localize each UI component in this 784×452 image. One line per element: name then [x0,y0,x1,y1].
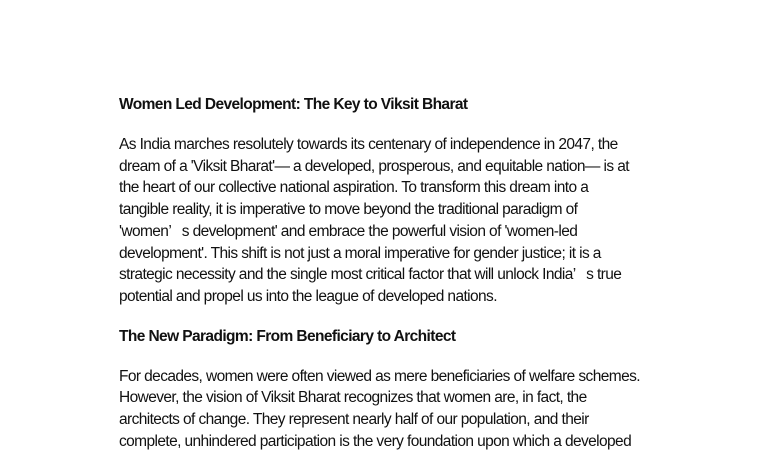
paragraph-line: As India marches resolutely towards its centenary of independence in 2047, the [119,136,618,153]
paragraph-line: 'women’ s development' and embrace the powerful vision of 'women-led [119,222,578,240]
paragraph-line: potential and propel us into the league of developed nations. [119,287,497,305]
paragraph-line: tangible reality, it is imperative to move beyond the traditional paradigm of [119,201,578,219]
document-heading-2: The New Paradigm: From Beneficiary to Architect [119,327,456,345]
intro-paragraph [119,134,675,308]
document-body [119,94,675,452]
paragraph-line: complete, unhindered participation is the very foundation upon which a developed [119,432,632,450]
paragraph-line: development'. This shift is not just a moral imperative for gender justice; it is a [119,244,601,262]
paradigm-paragraph [119,366,675,452]
paragraph-line: architects of change. They represent nearly half of our population, and their [119,411,589,429]
paragraph-line: strategic necessity and the single most critical factor that will unlock India’ s true [119,266,622,284]
paragraph-line: the heart of our collective national aspiration. To transform this dream into a [119,179,589,197]
paragraph-line: However, the vision of Viksit Bharat recognizes that women are, in fact, the [119,389,587,407]
document-heading-1: Women Led Development: The Key to Viksit Bharat [119,96,468,113]
paragraph-line: dream of a 'Viksit Bharat'— a developed, prosperous, and equitable nation— is at [119,157,629,175]
paragraph-line: For decades, women were often viewed as mere beneficiaries of welfare schemes. [119,367,640,385]
